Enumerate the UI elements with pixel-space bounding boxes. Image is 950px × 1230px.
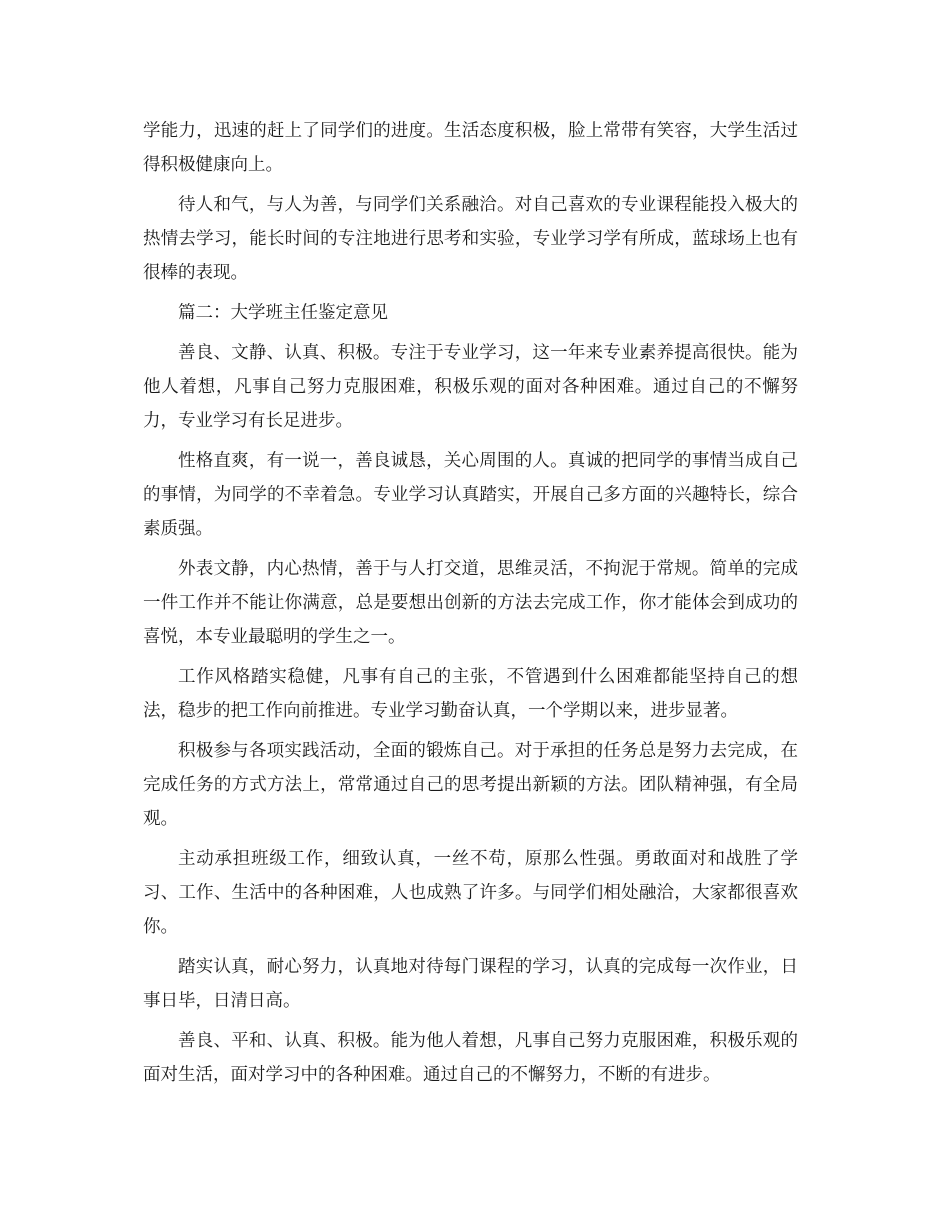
paragraph-4: 性格直爽，有一说一，善良诚恳，关心周围的人。真诚的把同学的事情当成自己的事情，为同学的不幸着急。专业学习认真踏实，开展自己多方面的兴趣特长，综合素质强。 bbox=[143, 451, 798, 539]
paragraph-8: 主动承担班级工作，细致认真，一丝不苟，原那么性强。勇敢面对和战胜了学习、工作、生活中的各种困难，人也成熟了许多。与同学们相处融洽，大家都很喜欢你。 bbox=[143, 849, 798, 937]
paragraph-6: 工作风格踏实稳健，凡事有自己的主张，不管遇到什么困难都能坚持自己的想法，稳步的把工作向前推进。专业学习勤奋认真，一个学期以来，进步显著。 bbox=[143, 667, 798, 721]
paragraph-2: 待人和气，与人为善，与同学们关系融洽。对自己喜欢的专业课程能投入极大的热情去学习，能长时间的专注地进行思考和实验，专业学习学有所成，蓝球场上也有很棒的表现。 bbox=[143, 195, 798, 283]
paragraph-1: 学能力，迅速的赶上了同学们的进度。生活态度积极，脸上常带有笑容，大学生活过得积极健康向上。 bbox=[143, 121, 798, 175]
paragraph-10: 善良、平和、认真、积极。能为他人着想，凡事自己努力克服困难，积极乐观的面对生活，面对学习中的各种困难。通过自己的不懈努力，不断的有进步。 bbox=[143, 1031, 798, 1085]
section-heading: 篇二：大学班主任鉴定意见 bbox=[178, 303, 388, 323]
paragraph-3: 善良、文静、认真、积极。专注于专业学习，这一年来专业素养提高很快。能为他人着想，凡事自己努力克服困难，积极乐观的面对各种困难。通过自己的不懈努力，专业学习有长足进步。 bbox=[143, 343, 798, 431]
paragraph-5: 外表文静，内心热情，善于与人打交道，思维灵活，不拘泥于常规。简单的完成一件工作并不能让你满意，总是要想出创新的方法去完成工作，你才能体会到成功的喜悦，本专业最聪明的学生之一。 bbox=[143, 559, 798, 647]
paragraph-7: 积极参与各项实践活动，全面的锻炼自己。对于承担的任务总是努力去完成，在完成任务的方式方法上，常常通过自己的思考提出新颖的方法。团队精神强，有全局观。 bbox=[143, 741, 798, 829]
paragraph-9: 踏实认真，耐心努力，认真地对待每门课程的学习，认真的完成每一次作业，日事日毕，日清日高。 bbox=[143, 957, 798, 1011]
document-body bbox=[143, 114, 798, 1098]
